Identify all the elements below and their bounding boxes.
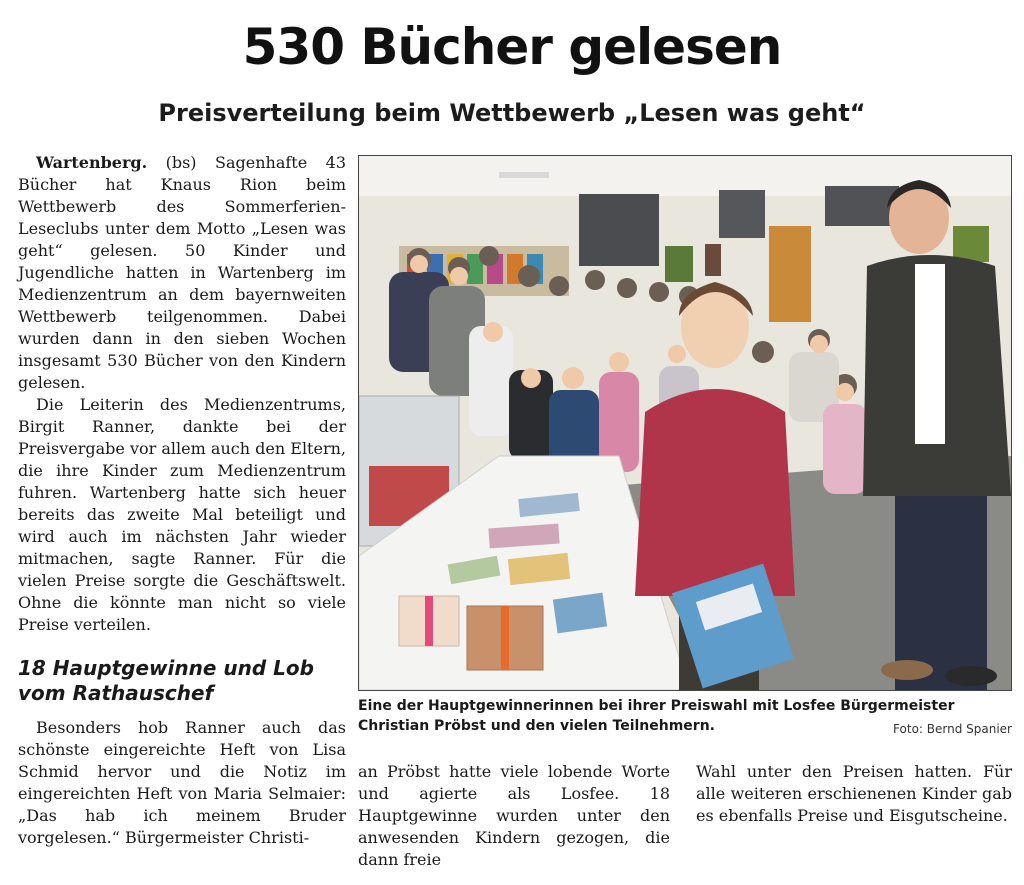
paragraph-2: Die Leiterin des Medienzentrums, Birgit Ranner, dankte bei der Preisvergabe vor allem auch den Eltern, die ihre Kinder zum Medienzentrum fuhren. Wartenberg hatte sich heuer bereits das zweite Mal beteiligt und wird auch im nächsten Jahr wieder mitmachen, sagte Ranner. Für die vielen Preise sorgte die Geschäftswelt. Ohne die könnte man nicht so viele Preise verteilen. bbox=[18, 395, 346, 634]
paragraph-3-part-3: Wahl unter den Preisen hatten. Für alle weiteren erschienenen Kinder gab es ebenfalls Preise und Eisgutscheine. bbox=[696, 762, 1012, 825]
gift-ribbon bbox=[425, 596, 433, 646]
dateline: Wartenberg. bbox=[36, 153, 148, 172]
subheadline: Preisverteilung beim Wettbewerb „Lesen was geht“ bbox=[158, 99, 866, 127]
article-column-1 bbox=[18, 152, 346, 636]
paragraph-1-text: (bs) Sagenhafte 43 Bücher hat Knaus Rion beim Wettbewerb des Sommerferien-Leseclubs unter dem Motto „Lesen was geht“ gelesen. 50 Kinder und Jugendliche hatten in Wartenberg im Medienzentrum an dem bayernweiten Wettbewerb teilgenommen. Dabei wurden dann in den sieben Wochen insgesamt 530 Bücher von den Kindern gelesen. bbox=[18, 153, 346, 392]
lion-poster bbox=[769, 226, 811, 322]
photo-caption: Eine der Hauptgewinnerinnen bei ihrer Preiswahl mit Losfee Bürgermeister Christian Pröbst und den vielen Teilnehmern. bbox=[358, 698, 955, 734]
wall-picture bbox=[665, 246, 693, 282]
headline: 530 Bücher gelesen bbox=[242, 18, 782, 76]
photo-illustration bbox=[359, 156, 1011, 690]
window-blind-mid bbox=[719, 190, 765, 238]
article-column-2 bbox=[358, 761, 670, 871]
wall-picture bbox=[953, 226, 989, 262]
paragraph-1 bbox=[18, 152, 346, 394]
window-blind-left bbox=[579, 194, 659, 266]
wall-picture bbox=[705, 244, 721, 276]
photo-credit: Foto: Bernd Spanier bbox=[893, 722, 1012, 736]
article-photo bbox=[358, 155, 1012, 691]
article-column-3 bbox=[696, 761, 1012, 827]
ceiling-lamp bbox=[499, 172, 549, 178]
paragraph-3-part-1: Besonders hob Ranner auch das schönste eingereichte Heft von Lisa Schmid hervor und die Notiz im eingereichten Heft von Maria Selmaier: „Das hab ich meinem Bruder vorgelesen.“ Bürgermeister Christi- bbox=[18, 718, 346, 847]
crosshead: 18 Hauptgewinne und Lob vom Rathauschef bbox=[18, 656, 314, 705]
paragraph-3-part-2: an Pröbst hatte viele lobende Worte und agierte als Losfee. 18 Hauptgewinne wurden unter den anwesenden Kindern gezogen, die dann freie bbox=[358, 762, 670, 869]
article-column-1-bottom bbox=[18, 717, 346, 849]
gift-ribbon bbox=[501, 606, 509, 670]
